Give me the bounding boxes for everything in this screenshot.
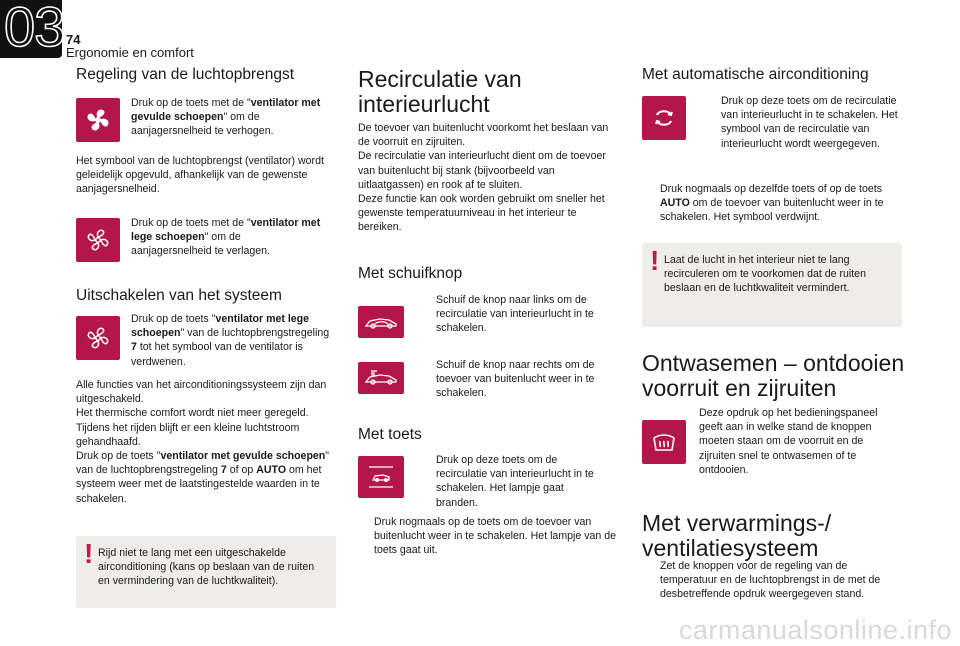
fan-full-icon	[76, 98, 120, 142]
car-outside-air-icon	[358, 362, 404, 394]
slider-right-text: Schuif de knop naar rechts om de toevoer van buitenlucht weer in te schakelen.	[436, 359, 595, 400]
recirculation-intro: De toevoer van buitenlucht voorkomt het beslaan van de voorruit en zijruiten. De recirculatie van interieurlucht dient om de toevoer van buitenlucht bij stank (bijvoorbeeld van uitlaatgassen) en rook af te sluiten. Deze functie kan ook worden gebruikt om sneller het gewenste temperatuurniveau in het interieur te bereiken.	[358, 122, 609, 234]
windscreen-demist-icon	[642, 420, 686, 464]
title-demist: Ontwasemen – ontdooien voorruit en zijruiten	[642, 350, 905, 401]
switch-off-text: Druk op de toets "ventilator met lege schoepen" van de luchtopbrengstregeling 7 tot het symbool van de ventilator is verdwenen.	[131, 313, 330, 368]
watermark: carmanualsonline.info	[678, 615, 952, 645]
warning-icon: !	[650, 245, 660, 276]
warning-text: Laat de lucht in het interieur niet te lang recirculeren om te voorkomen dat de ruiten beslaan en de luchtkwaliteit vermindert.	[664, 254, 866, 295]
car-recirculation-icon	[358, 306, 404, 338]
decrease-airflow-text: Druk op de toets met de "ventilator met lege schoepen" om de aanjagersnelheid te verlagen.	[131, 217, 321, 258]
button-press-text: Druk op deze toets om de recirculatie van interieurlucht in te schakelen. Het lampje gaat branden.	[436, 454, 594, 509]
warning-icon: !	[84, 538, 94, 569]
warning-box	[76, 536, 336, 608]
warning-text: Rijd niet te lang met een uitgeschakelde airconditioning (kans op beslaan van de ruiten en vermindering van de luchtkwaliteit).	[98, 547, 315, 588]
fan-empty-icon	[76, 316, 120, 360]
heading-slider: Met schuifknop	[358, 265, 463, 282]
chapter-number: 03	[4, 0, 65, 58]
title-heating-system: Met verwarmings-/ ventilatiesysteem	[642, 510, 832, 561]
fan-empty-icon	[76, 218, 120, 262]
page-number: 74	[66, 32, 81, 47]
heading-auto-ac: Met automatische airconditioning	[642, 66, 869, 83]
slider-left-text: Schuif de knop naar links om de recirculatie van interieurlucht in te schakelen.	[436, 294, 594, 335]
chapter-title: Ergonomie en comfort	[66, 45, 194, 60]
heading-switch-off: Uitschakelen van het systeem	[76, 287, 282, 304]
fan-symbol-text: Het symbool van de luchtopbrengst (ventilator) wordt geleidelijk opgevuld, afhankelijk van de gewenste aanjagersnelheid.	[76, 155, 324, 196]
recirculation-button-icon	[358, 456, 404, 498]
auto-again-text: Druk nogmaals op dezelfde toets of op de toets AUTO om de toevoer van buitenlucht weer in te schakelen. Het symbool verdwijnt.	[660, 183, 884, 224]
heating-text: Zet de knoppen voor de regeling van de temperatuur en de luchtopbrengst in de met de desbetreffende opdruk weergegeven stand.	[660, 560, 881, 601]
heading-airflow: Regeling van de luchtopbrengst	[76, 66, 295, 83]
warning-box	[642, 243, 902, 327]
heading-button: Met toets	[358, 426, 422, 443]
button-again-text: Druk nogmaals op de toets om de toevoer van buitenlucht weer in te schakelen. Het lampje van de toets gaat uit.	[374, 516, 617, 557]
increase-airflow-text: Druk op de toets met de "ventilator met gevulde schoepen" om de aanjagersnelheid te verhogen.	[131, 97, 321, 138]
demist-text: Deze opdruk op het bedieningspaneel geeft aan in welke stand de knoppen moeten staan om de voorruit en de zijruiten snel te ontwasemen of te ontdooien.	[699, 407, 878, 476]
switch-off-paragraph: Alle functies van het airconditioningssysteem zijn dan uitgeschakeld. Het thermische comfort wordt niet meer geregeld. Tijdens het rijden blijft er een kleine luchtstroom gehandhaafd. Druk op de toets "ventilator met gevulde schoepen" van de luchtopbrengstregeling 7 of op AUTO om het systeem weer met de laatstingestelde waarden in te schakelen.	[76, 379, 330, 505]
auto-press-text: Druk op deze toets om de recirculatie van interieurlucht in te schakelen. Het symbool van de recirculatie van interieurlucht wordt weergegeven.	[721, 95, 898, 150]
recirculation-arrows-icon	[642, 96, 686, 140]
title-recirculation: Recirculatie van interieurlucht	[358, 66, 522, 117]
